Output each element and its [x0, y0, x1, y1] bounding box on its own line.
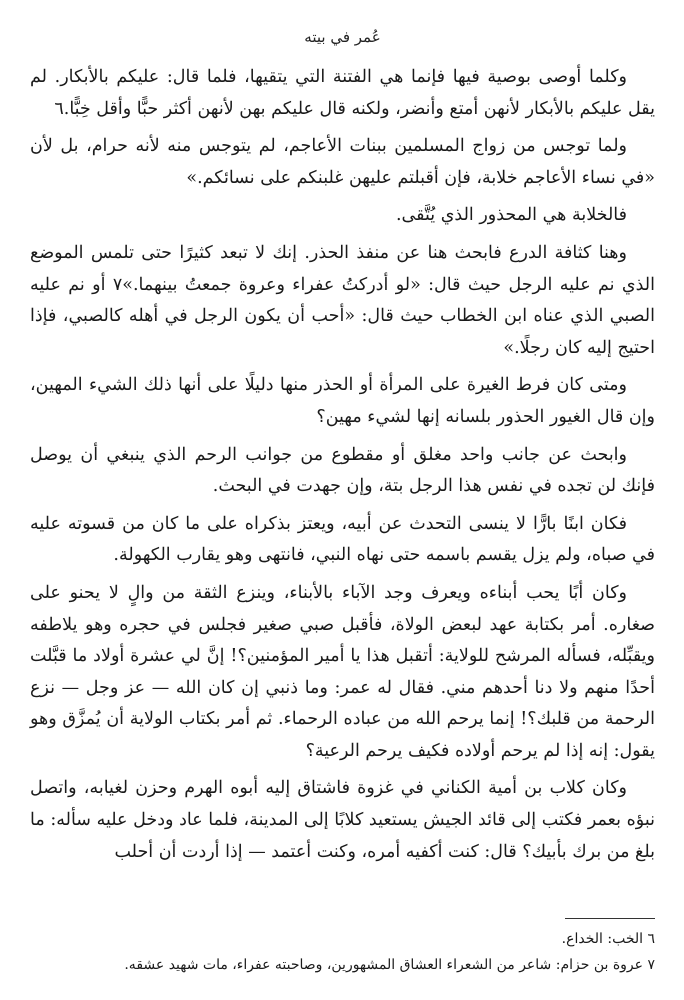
- paragraph: وكان كلاب بن أمية الكناني في غزوة فاشتاق إليه أبوه الهرم وحزن لغيابه، واتصل نبؤه بعمر فكتب إلى قائد الجيش يستعيد كلابًا إلى المدينة، فلما عاد ودخل عليه سأله: ما بلغ من برك بأبيك؟ قال: كنت أكفيه أمره، وكنت أعتمد — إذا أردت أن أحلب: [30, 778, 655, 862]
- footnote-divider: [565, 918, 655, 919]
- page: [30, 0, 655, 1000]
- paragraph: وكلما أوصى بوصية فيها فإنما هي الفتنة التي يتقيها، فلما قال: عليكم بالأبكار. لم يقل عليكم بالأبكار لأنهن أمتع وأنضر، ولكنه قال عليكم بهن لأنهن أكثر حبًّا وأقل خِبًّا.٦: [30, 67, 655, 119]
- body-text: [30, 62, 655, 868]
- paragraph: وهنا كثافة الدرع فابحث هنا عن منفذ الحذر. إنك لا تبعد كثيرًا حتى تلمس الموضع الذي نم عليه الرجل حيث قال: «لو أدركتُ عفراء وعروة جمعتُ بينهما.»٧ أو نم عليه الصبي الذي عناه ابن الخطاب حيث قال: «أحب أن يكون الرجل في أهله كالصبي، فإذا احتيج إليه كان رجلًا.»: [30, 242, 655, 358]
- footnote: ٧ عروة بن حزام: شاعر من الشعراء العشاق المشهورين، وصاحبته عفراء، مات شهيد عشقه.: [124, 957, 655, 973]
- running-head: عُمر في بيته: [304, 28, 381, 46]
- paragraph: فكان ابنًا بارًّا لا ينسى التحدث عن أبيه، ويعتز بذكراه على ما كان من قسوته عليه في صباه، ولم يزل يقسم باسمه حتى نهاه النبي، فانتهى وهو يقارب الكهولة.: [30, 513, 655, 566]
- paragraph: ومتى كان فرط الغيرة على المرأة أو الحذر منها دليلًا على أنها ذلك الشيء المهين، وإن قال الغيور الحذور بلسانه إنها لشيء مهين؟: [30, 375, 655, 427]
- paragraph: وابحث عن جانب واحد مغلق أو مقطوع من جوانب الرحم الذي ينبغي أن يوصل فإنك لن تجده في نفس هذا الرجل بتة، وإن جهدت في البحث.: [30, 444, 655, 497]
- footnote: ٦ الخب: الخداع.: [561, 931, 655, 947]
- paragraph: وكان أبًا يحب أبناءه ويعرف وجد الآباء بالأبناء، وينزع الثقة من والٍ لا يحنو على صغاره. أمر بكتابة عهد لبعض الولاة، فأقبل صبي صغير فجلس في حجره وهو يلاطفه ويقبِّله، فسأله المرشح للولاية: أتقبل هذا يا أمير المؤمنين؟! إنَّ لي عشرة أولاد ما قبَّلت أحدًا منهم ولا دنا أحدهم مني. فقال له عمر: وما ذنبي إن كان الله — عز وجل — نزع الرحمة من قلبك؟! إنما يرحم الله من عباده الرحماء. ثم أمر بكتاب الولاية أن يُمزَّق وهو يقول: إنه إذا لم يرحم أولاده فكيف يرحم الرعية؟: [30, 582, 655, 761]
- paragraph: فالخلابة هي المحذور الذي يُتَّقى.: [395, 205, 627, 226]
- paragraph: ولما توجس من زواج المسلمين ببنات الأعاجم، لم يتوجس منه لأنه حرام، بل لأن «في نساء الأعاجم خلابة، فإن أقبلتم عليهن غلبنكم على نسائكم.»: [30, 136, 655, 188]
- footnotes: [30, 926, 655, 978]
